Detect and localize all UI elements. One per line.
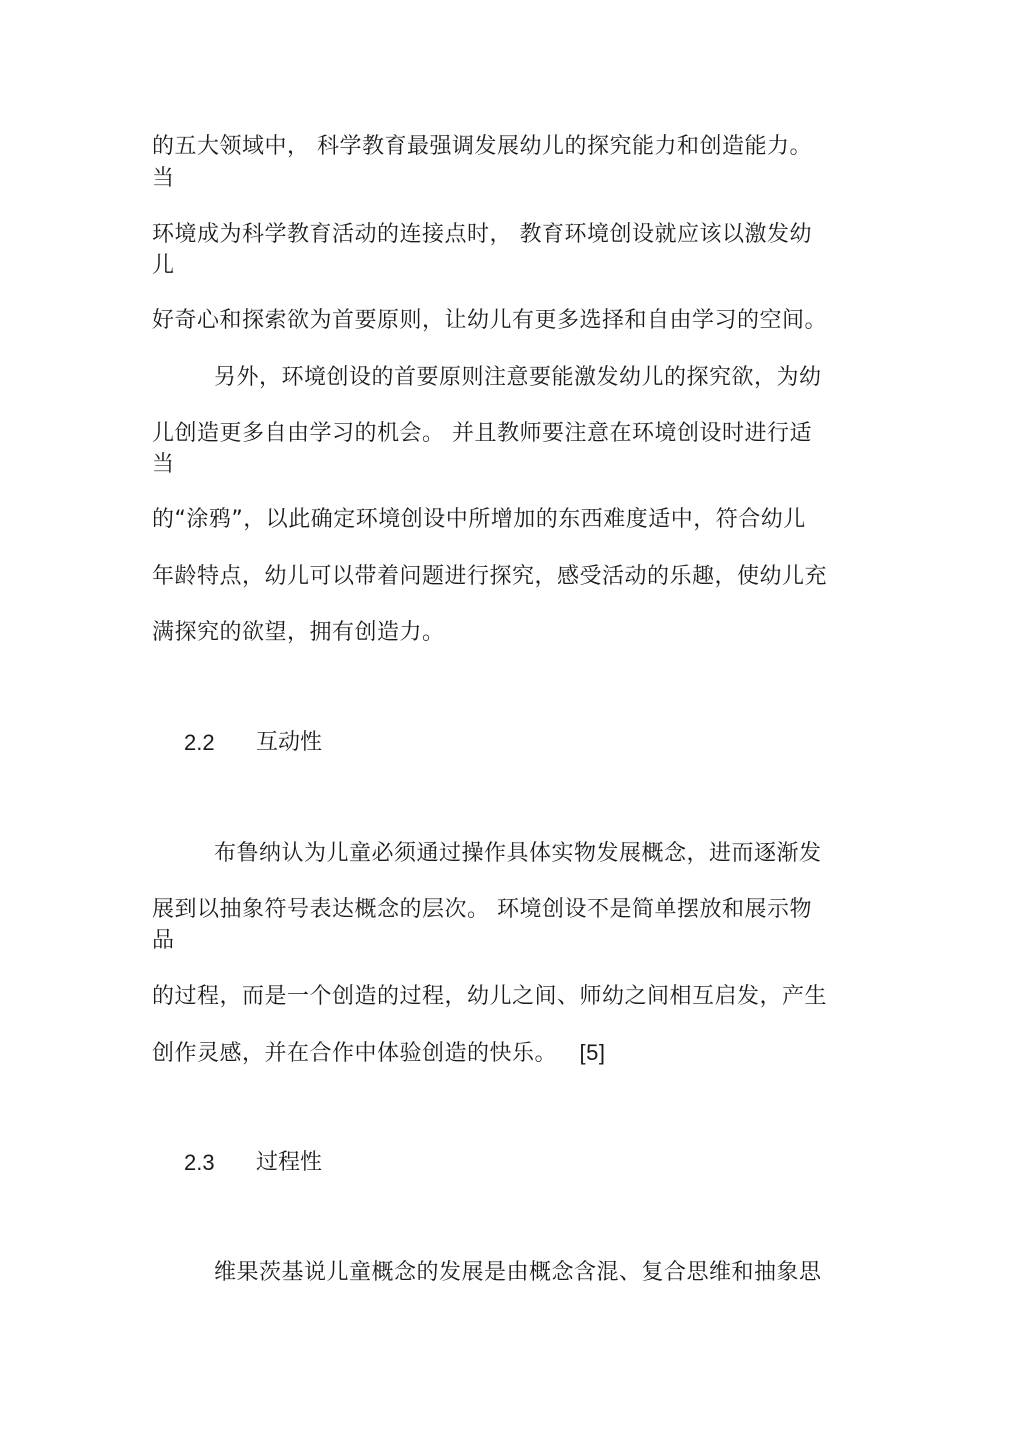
section-number: 2.3 bbox=[184, 1150, 215, 1175]
paragraph-line: 儿创造更多自由学习的机会。 并且教师要注意在环境创设时进行适 bbox=[152, 421, 812, 446]
citation-reference: [5] bbox=[579, 1040, 606, 1065]
paragraph-line: 维果茨基说儿童概念的发展是由概念含混、复合思维和抽象思 bbox=[214, 1260, 822, 1285]
paragraph-line bbox=[152, 1038, 605, 1069]
paragraph-line: 年龄特点，幼儿可以带着问题进行探究，感受活动的乐趣，使幼儿充 bbox=[152, 564, 828, 589]
paragraph-line: 另外，环境创设的首要原则注意要能激发幼儿的探究欲，为幼 bbox=[214, 365, 822, 390]
paragraph-line: 的“涂鸦”，以此确定环境创设中所增加的东西难度适中，符合幼儿 bbox=[152, 507, 806, 532]
section-heading-2-2 bbox=[0, 728, 1024, 758]
section-heading-2-3 bbox=[0, 1148, 1024, 1178]
paragraph-line: 当 bbox=[152, 452, 175, 477]
paragraph-line: 的过程，而是一个创造的过程，幼儿之间、师幼之间相互启发，产生 bbox=[152, 984, 828, 1009]
paragraph-line: 展到以抽象符号表达概念的层次。 环境创设不是简单摆放和展示物 bbox=[152, 897, 812, 922]
paragraph-line: 布鲁纳认为儿童必须通过操作具体实物发展概念，进而逐渐发 bbox=[214, 841, 822, 866]
paragraph-line: 满探究的欲望，拥有创造力。 bbox=[152, 620, 445, 645]
section-title: 互动性 bbox=[256, 730, 323, 755]
paragraph-line: 好奇心和探索欲为首要原则，让幼儿有更多选择和自由学习的空间。 bbox=[152, 308, 828, 333]
paragraph-text: 创作灵感，并在合作中体验创造的快乐。 bbox=[152, 1041, 558, 1066]
section-number: 2.2 bbox=[184, 730, 215, 755]
paragraph-line: 环境成为科学教育活动的连接点时， 教育环境创设就应该以激发幼 bbox=[152, 222, 812, 247]
paragraph-line: 儿 bbox=[152, 253, 175, 278]
paragraph-line: 品 bbox=[152, 928, 175, 953]
paragraph-line: 的五大领域中， 科学教育最强调发展幼儿的探究能力和创造能力。 bbox=[152, 134, 812, 159]
paragraph-line: 当 bbox=[152, 166, 175, 191]
section-title: 过程性 bbox=[256, 1150, 323, 1175]
